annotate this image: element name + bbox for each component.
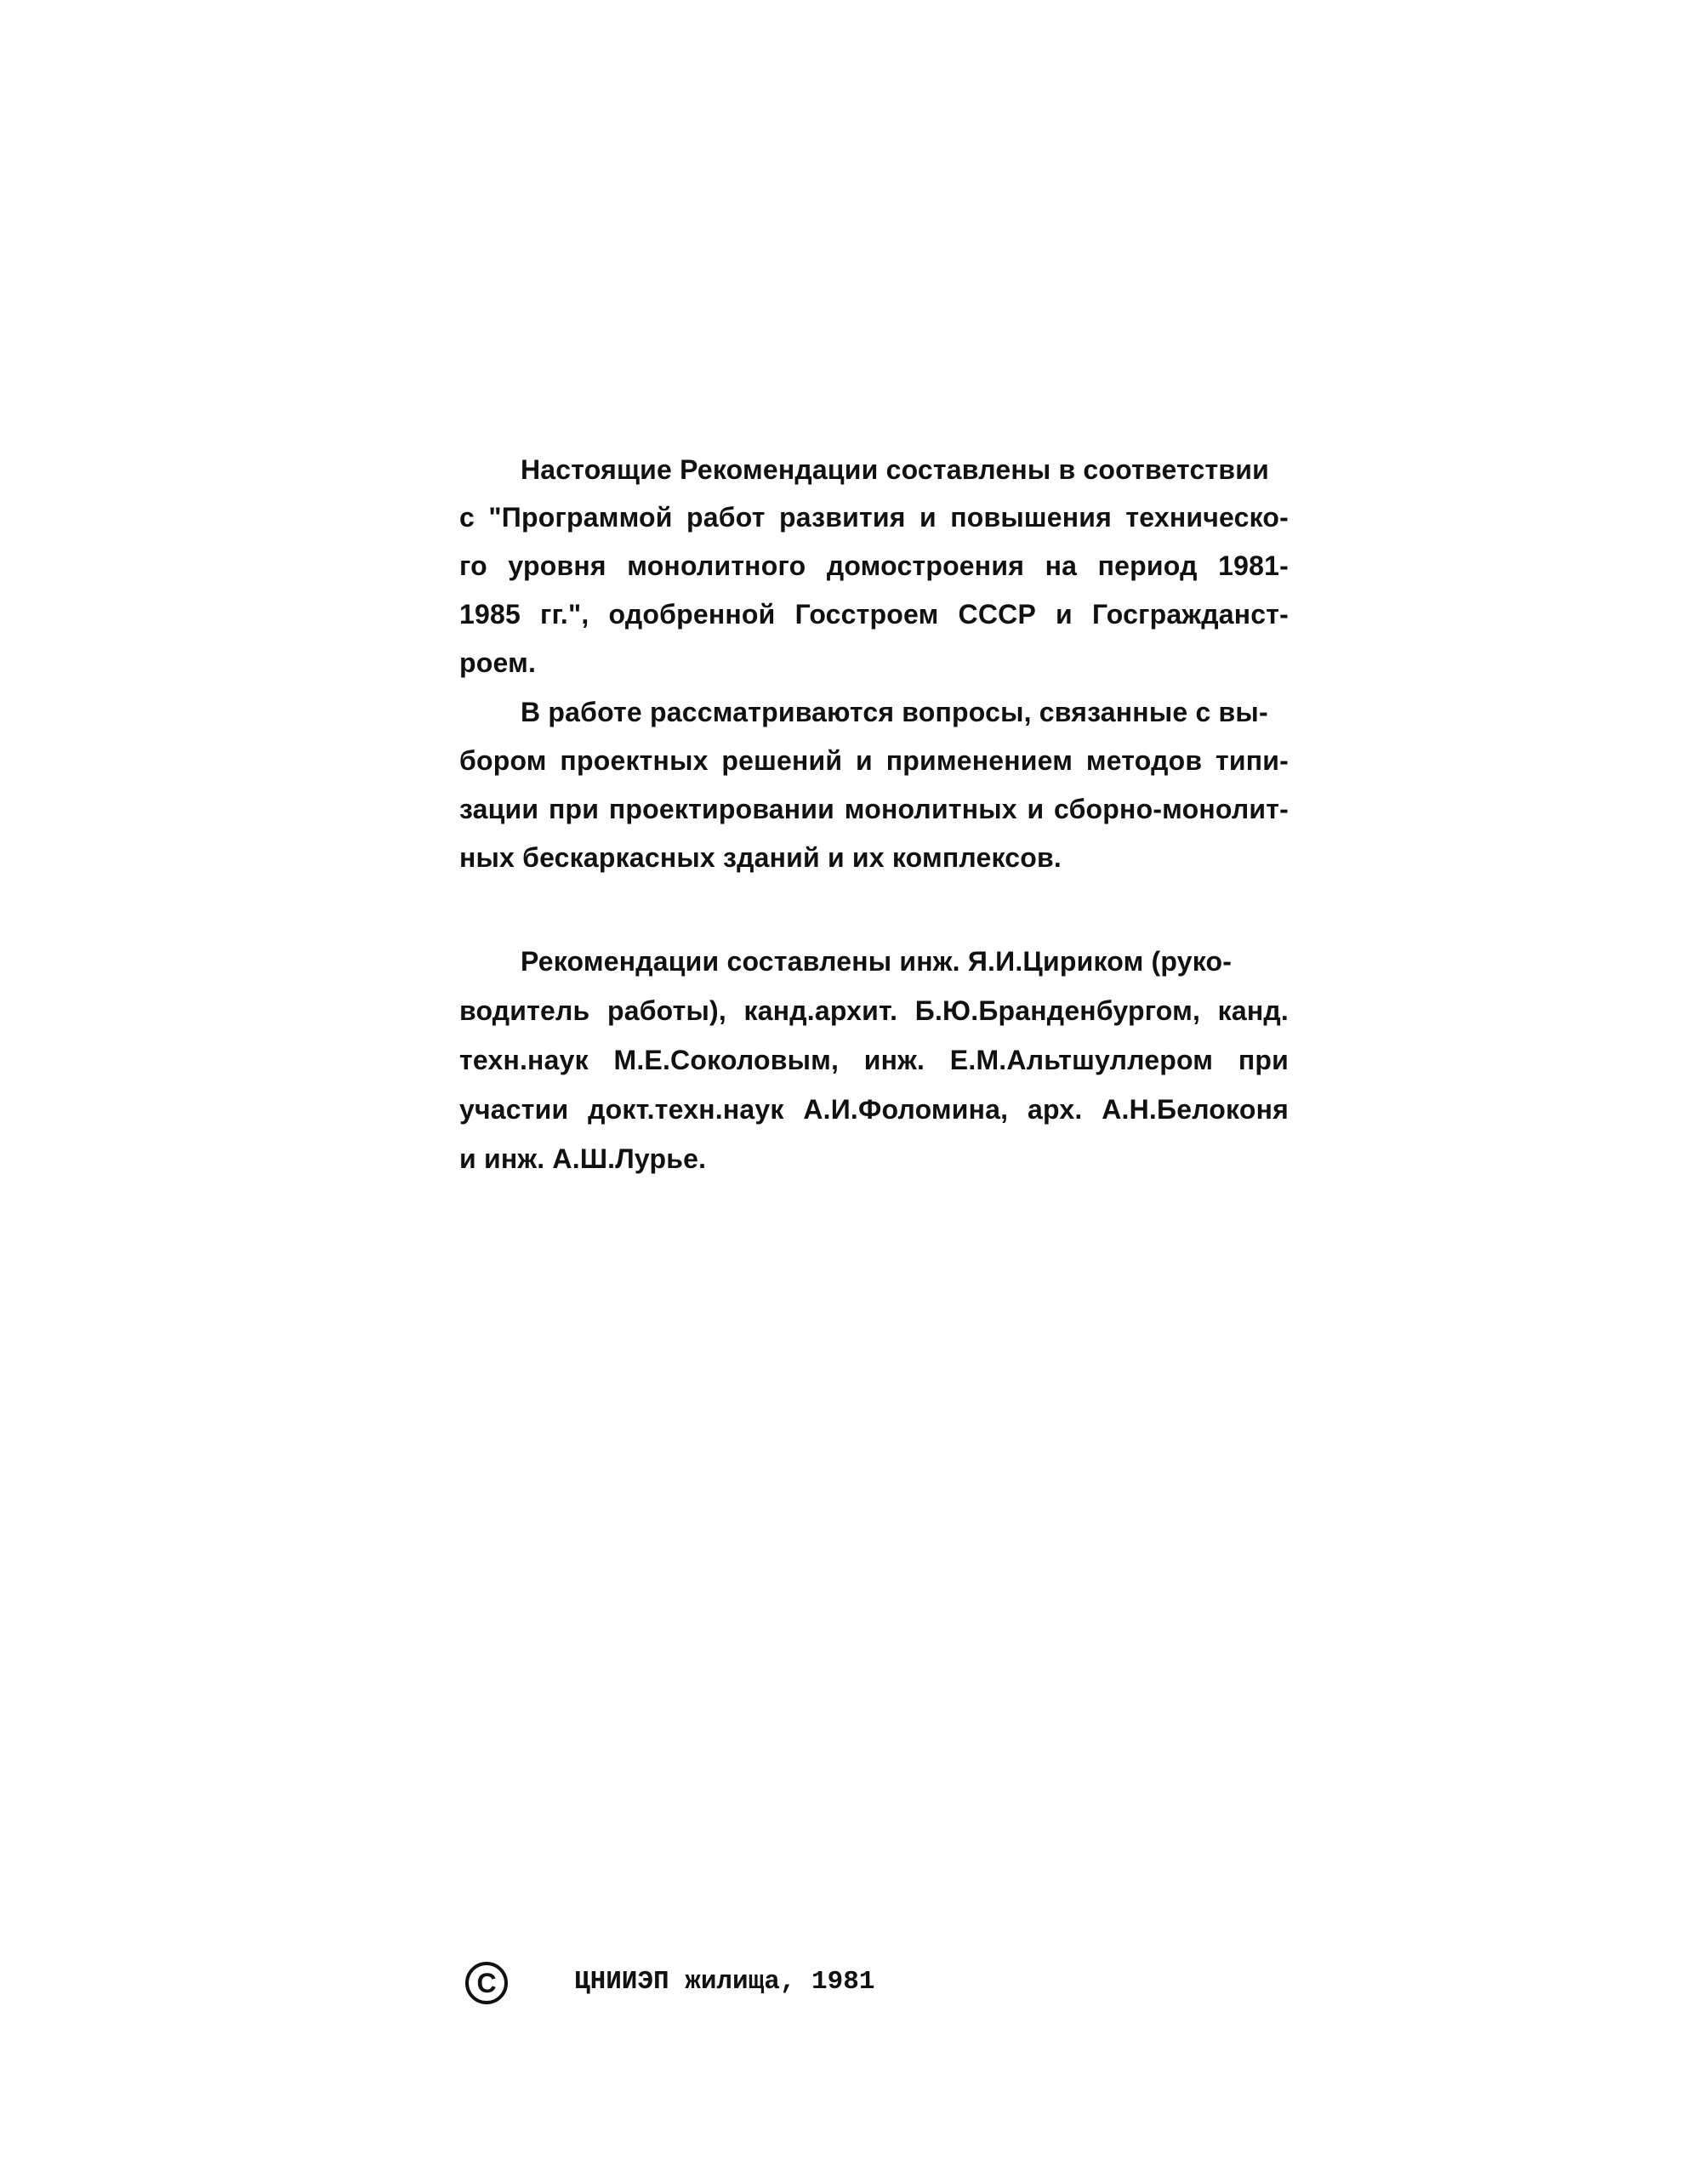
paragraph-2-line-2 — [459, 744, 1289, 778]
paragraph-1-line-1 — [521, 453, 1289, 487]
paragraph-2-line-1 — [521, 695, 1268, 729]
line-text: бором проектных решений и применением методов типи- — [459, 745, 1289, 776]
line-text: техн.наук М.Е.Соколовым, инж. Е.М.Альтшуллером при — [459, 1045, 1289, 1075]
line-text: участии докт.техн.наук А.И.Фоломина, арх. А.Н.Белоконя — [459, 1094, 1289, 1125]
line-text: водитель работы), канд.архит. Б.Ю.Бранденбургом, канд. — [459, 995, 1289, 1026]
copyright-icon — [465, 1962, 508, 2004]
authors-line-1 — [521, 944, 1232, 978]
line-text: с "Программой работ развития и повышения техническо- — [459, 502, 1289, 533]
paragraph-1-line-2 — [459, 500, 1289, 534]
line-text: Настоящие Рекомендации составлены в соответствии — [521, 454, 1269, 485]
copyright-symbol: C — [476, 1968, 497, 1998]
authors-line-3 — [459, 1043, 1289, 1077]
paragraph-1-line-4 — [459, 597, 1289, 631]
paragraph-2-line-3 — [459, 792, 1289, 826]
authors-line-2 — [459, 994, 1289, 1028]
paragraph-2-line-4 — [459, 841, 1289, 875]
line-text: 1985 гг.", одобренной Госстроем СССР и Госгражданст- — [459, 599, 1289, 630]
line-text: зации при проектировании монолитных и сборно-монолит- — [459, 794, 1289, 824]
line-text: го уровня монолитного домостроения на период 1981- — [459, 550, 1289, 581]
authors-line-4 — [459, 1092, 1289, 1126]
line-text: В работе рассматриваются вопросы, связанные с вы- — [521, 697, 1268, 727]
line-text: Рекомендации составлены инж. Я.И.Цириком (руко- — [521, 946, 1233, 977]
publisher-footer: ЦНИИЭП жилища, 1981 — [574, 1967, 875, 1997]
line-text: ных бескаркасных зданий и их комплексов. — [459, 842, 1062, 873]
authors-line-5 — [459, 1142, 1289, 1176]
line-text: и инж. А.Ш.Лурье. — [459, 1143, 707, 1174]
line-text: роем. — [459, 647, 537, 678]
paragraph-1-line-3 — [459, 549, 1289, 583]
paragraph-1-line-5 — [459, 646, 1289, 680]
